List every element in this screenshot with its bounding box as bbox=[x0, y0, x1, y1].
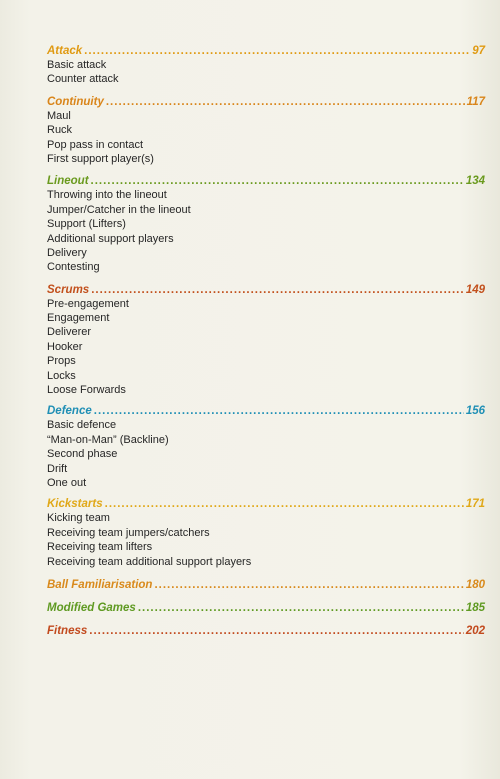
toc-heading[interactable] bbox=[47, 404, 485, 418]
toc-subitem: Loose Forwards bbox=[47, 384, 126, 397]
toc-section-attack bbox=[47, 44, 485, 87]
dot-leader bbox=[91, 283, 464, 297]
table-of-contents bbox=[47, 44, 485, 638]
toc-heading-title: Attack bbox=[47, 45, 83, 57]
toc-subitem: Additional support players bbox=[47, 232, 174, 245]
toc-heading[interactable] bbox=[47, 578, 485, 592]
toc-page-number: 156 bbox=[465, 405, 485, 418]
toc-page-number: 149 bbox=[465, 283, 485, 296]
dot-leader bbox=[94, 404, 464, 418]
toc-subitem: Receiving team additional support players bbox=[47, 555, 252, 568]
toc-subitem-list bbox=[47, 109, 485, 167]
toc-page-number: 117 bbox=[466, 95, 485, 108]
toc-section-lineout bbox=[47, 174, 485, 274]
toc-subitem-list bbox=[47, 58, 485, 87]
toc-subitem: Basic defence bbox=[47, 419, 117, 432]
toc-section-scrums bbox=[47, 283, 485, 398]
toc-subitem: Hooker bbox=[47, 340, 83, 353]
toc-section-continuity bbox=[47, 95, 485, 167]
toc-subitem: Second phase bbox=[47, 448, 118, 461]
toc-heading[interactable] bbox=[47, 601, 485, 615]
toc-subitem: Counter attack bbox=[47, 73, 119, 86]
toc-subitem: Pre-engagement bbox=[47, 297, 129, 310]
toc-heading-title: Ball Familiarisation bbox=[47, 578, 153, 591]
toc-section-fitness bbox=[47, 624, 485, 638]
toc-subitem: Engagement bbox=[47, 312, 110, 325]
toc-heading[interactable] bbox=[47, 95, 485, 109]
toc-subitem: Maul bbox=[47, 109, 71, 122]
toc-subitem: Contesting bbox=[47, 261, 100, 274]
toc-subitem: Receiving team lifters bbox=[47, 541, 153, 554]
toc-subitem: First support player(s) bbox=[47, 152, 154, 165]
toc-section-ball-familiarisation bbox=[47, 578, 485, 592]
toc-subitem: Jumper/Catcher in the lineout bbox=[47, 203, 191, 216]
toc-heading-title: Defence bbox=[47, 405, 92, 418]
toc-subitem: Receiving team jumpers/catchers bbox=[47, 526, 210, 539]
toc-page-number: 180 bbox=[465, 578, 485, 591]
toc-heading-title: Lineout bbox=[47, 175, 89, 188]
toc-heading-title: Modified Games bbox=[47, 601, 136, 614]
toc-heading[interactable] bbox=[47, 44, 485, 58]
toc-subitem: Locks bbox=[47, 369, 76, 382]
toc-heading[interactable] bbox=[47, 497, 485, 511]
toc-heading[interactable] bbox=[47, 174, 485, 188]
toc-page-number: 97 bbox=[472, 45, 485, 57]
toc-subitem: One out bbox=[47, 476, 87, 489]
dot-leader bbox=[91, 174, 464, 188]
toc-section-modified-games bbox=[47, 601, 485, 615]
dot-leader bbox=[138, 601, 464, 615]
toc-section-defence bbox=[47, 404, 485, 490]
toc-page-number: 171 bbox=[465, 498, 485, 511]
toc-heading-title: Kickstarts bbox=[47, 498, 103, 511]
toc-heading[interactable] bbox=[47, 283, 485, 297]
toc-page-number: 134 bbox=[465, 175, 485, 188]
toc-subitem: Pop pass in contact bbox=[47, 138, 144, 151]
toc-heading-title: Scrums bbox=[47, 283, 90, 296]
toc-heading[interactable] bbox=[47, 624, 485, 638]
toc-subitem: Throwing into the lineout bbox=[47, 189, 167, 202]
toc-subitem: Delivery bbox=[47, 246, 87, 259]
dot-leader bbox=[105, 497, 464, 511]
toc-subitem: Support (Lifters) bbox=[47, 218, 126, 231]
dot-leader bbox=[154, 578, 463, 592]
toc-subitem: Kicking team bbox=[47, 512, 110, 525]
toc-subitem-list bbox=[47, 418, 485, 490]
toc-subitem: Deliverer bbox=[47, 326, 92, 339]
toc-subitem-list bbox=[47, 297, 485, 398]
toc-subitem: “Man-on-Man” (Backline) bbox=[47, 433, 169, 446]
toc-subitem: Ruck bbox=[47, 124, 73, 137]
toc-page-number: 185 bbox=[465, 601, 485, 614]
dot-leader bbox=[84, 44, 470, 58]
toc-subitem: Basic attack bbox=[47, 59, 107, 71]
toc-subitem: Props bbox=[47, 355, 76, 368]
toc-heading-title: Continuity bbox=[47, 95, 104, 108]
dot-leader bbox=[89, 624, 464, 638]
dot-leader bbox=[106, 95, 465, 109]
toc-heading-title: Fitness bbox=[47, 624, 88, 637]
toc-page-number: 202 bbox=[465, 624, 485, 637]
toc-subitem-list bbox=[47, 511, 485, 569]
toc-subitem-list bbox=[47, 188, 485, 274]
toc-section-kickstarts bbox=[47, 497, 485, 569]
toc-subitem: Drift bbox=[47, 462, 68, 475]
